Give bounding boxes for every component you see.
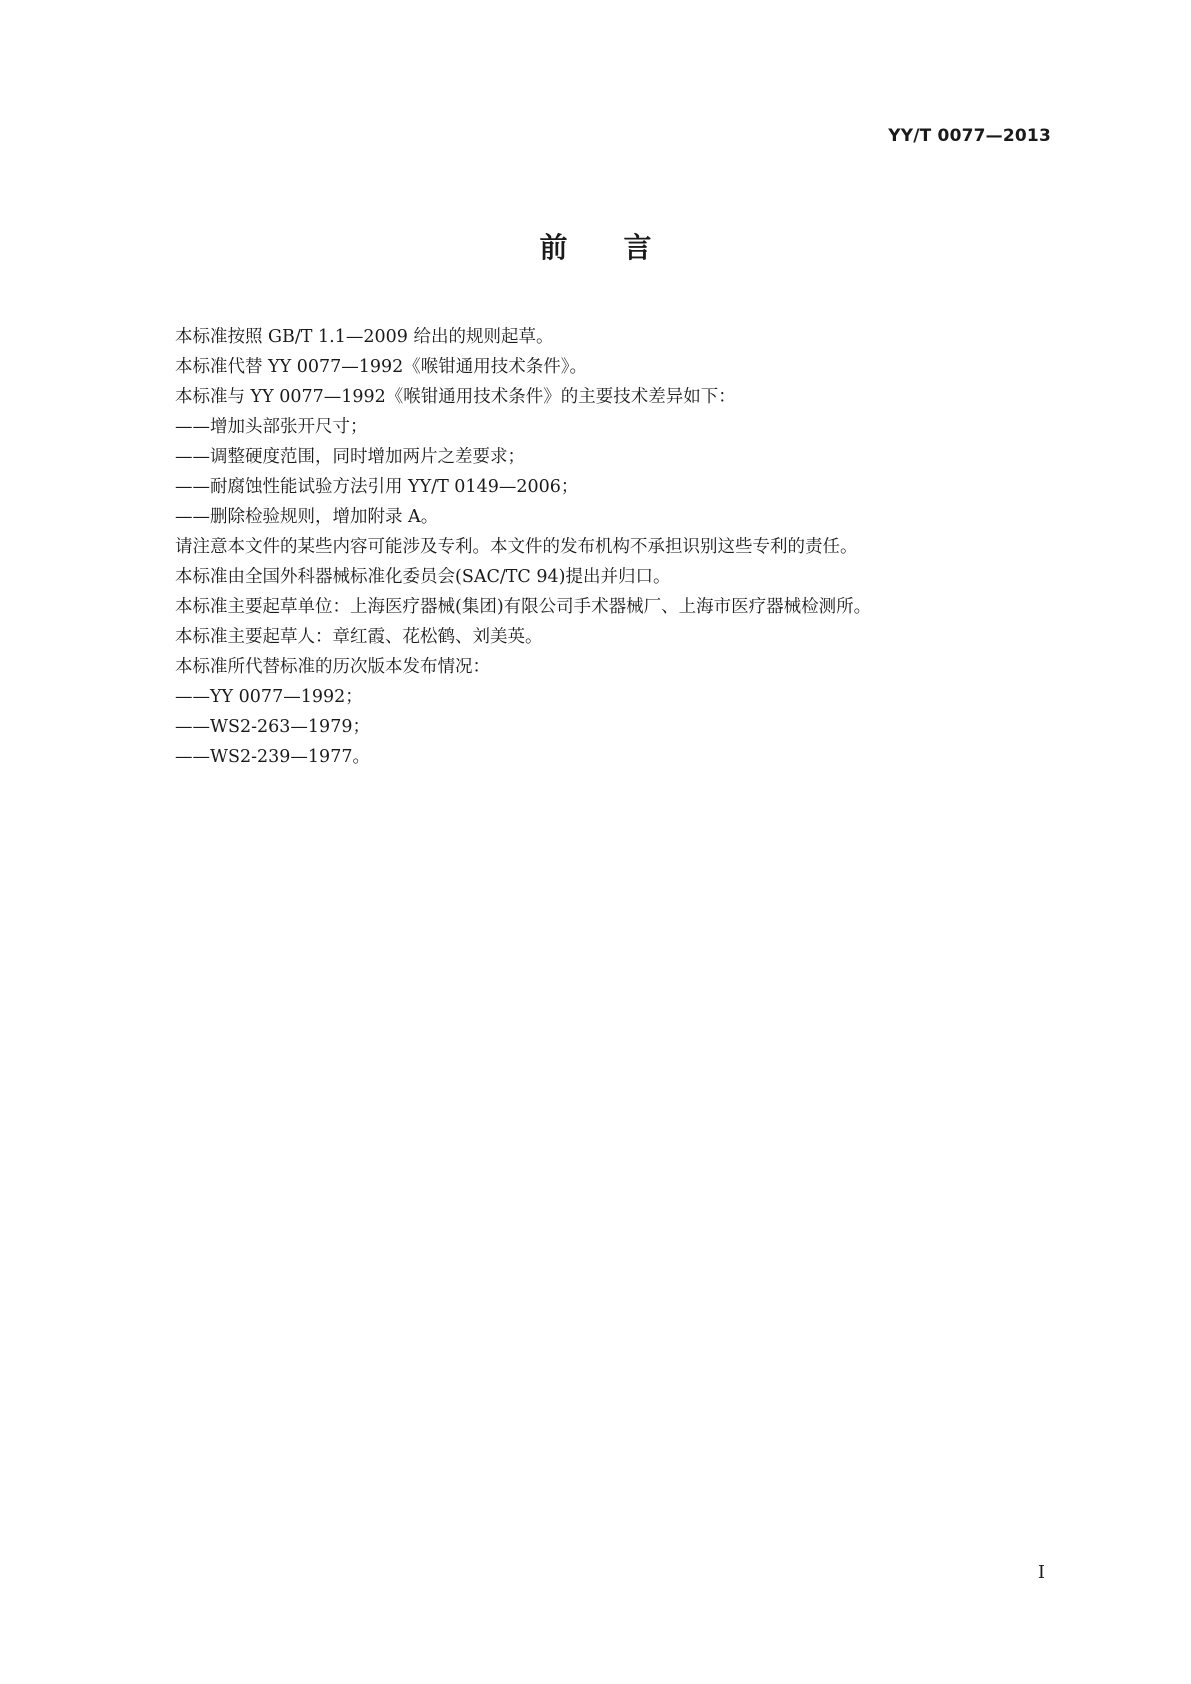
list-item-difference: ——增加头部张开尺寸；	[175, 417, 368, 437]
paragraph-patent-notice: 请注意本文件的某些内容可能涉及专利。本文件的发布机构不承担识别这些专利的责任。	[175, 537, 858, 557]
page-number: I	[1037, 1562, 1045, 1583]
list-item-difference: ——耐腐蚀性能试验方法引用 YY/T 0149—2006；	[175, 477, 579, 497]
paragraph-replaces: 本标准代替 YY 0077—1992《喉钳通用技术条件》。	[175, 357, 588, 377]
list-item-difference: ——删除检验规则，增加附录 A。	[175, 507, 439, 527]
paragraph-differences-intro: 本标准与 YY 0077—1992《喉钳通用技术条件》的主要技术差异如下：	[175, 387, 736, 407]
paragraph-drafting-units: 本标准主要起草单位：上海医疗器械(集团)有限公司手术器械厂、上海市医疗器械检测所。	[175, 597, 872, 617]
foreword-body	[175, 322, 1055, 772]
list-item-history: ——WS2-263—1979；	[175, 717, 370, 737]
list-item-difference: ——调整硬度范围，同时增加两片之差要求；	[175, 447, 525, 467]
standard-code: YY/T 0077—2013	[888, 126, 1051, 146]
paragraph-drafters: 本标准主要起草人：章红霞、花松鹤、刘美英。	[175, 627, 543, 647]
paragraph-drafting-rules: 本标准按照 GB/T 1.1—2009 给出的规则起草。	[175, 327, 554, 347]
paragraph-proposed-by: 本标准由全国外科器械标准化委员会(SAC/TC 94)提出并归口。	[175, 567, 671, 587]
page-title: 前言	[539, 231, 708, 264]
paragraph-history-intro: 本标准所代替标准的历次版本发布情况：	[175, 657, 490, 677]
list-item-history: ——WS2-239—1977。	[175, 747, 370, 767]
list-item-history: ——YY 0077—1992；	[175, 687, 363, 707]
